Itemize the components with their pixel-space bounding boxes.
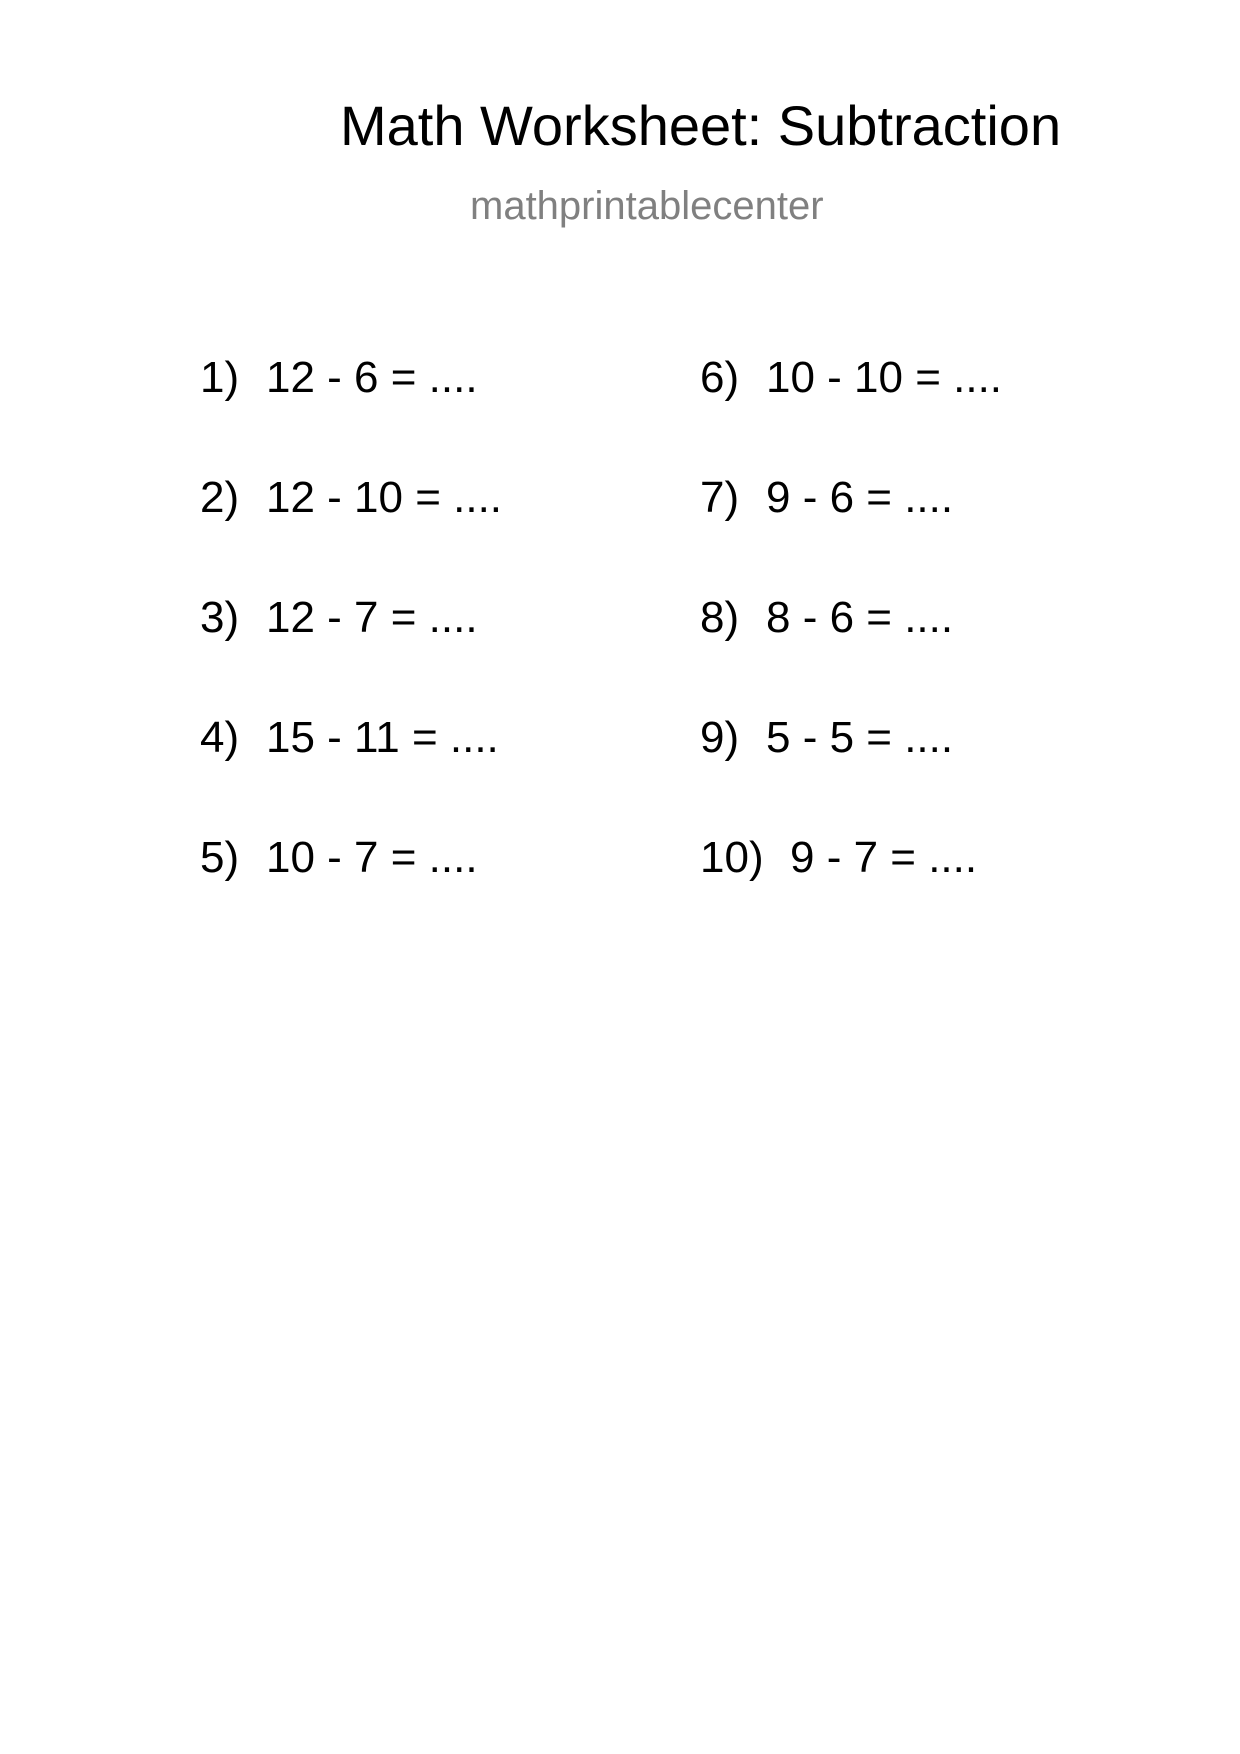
problem-item [700, 593, 954, 642]
problem-number: 3) [200, 593, 240, 642]
problem-expression: 8 - 6 = .... [766, 593, 954, 642]
problem-number: 9) [700, 713, 740, 762]
problem-expression: 15 - 11 = .... [266, 713, 499, 762]
problem-item [200, 833, 478, 882]
page-subtitle: mathprintablecenter [470, 184, 824, 228]
problem-number: 6) [700, 353, 740, 402]
problem-expression: 12 - 10 = .... [266, 473, 503, 522]
problem-expression: 9 - 6 = .... [766, 473, 954, 522]
problem-expression: 10 - 10 = .... [766, 353, 1003, 402]
problem-expression: 10 - 7 = .... [266, 833, 478, 882]
problem-number: 1) [200, 353, 240, 402]
problem-expression: 12 - 6 = .... [266, 353, 478, 402]
problem-number: 4) [200, 713, 240, 762]
problem-item [200, 713, 499, 762]
problem-expression: 12 - 7 = .... [266, 593, 478, 642]
problem-item [200, 353, 478, 402]
problem-expression: 5 - 5 = .... [766, 713, 954, 762]
problem-number: 10) [700, 833, 764, 882]
problem-item [700, 473, 954, 522]
problem-item [200, 473, 503, 522]
problem-number: 2) [200, 473, 240, 522]
problem-item [200, 593, 478, 642]
problem-item [700, 713, 954, 762]
problem-item [700, 833, 978, 882]
problem-item [700, 353, 1003, 402]
problem-expression: 9 - 7 = .... [790, 833, 978, 882]
problem-number: 7) [700, 473, 740, 522]
problem-number: 5) [200, 833, 240, 882]
problem-number: 8) [700, 593, 740, 642]
page-title: Math Worksheet: Subtraction [340, 94, 1062, 157]
